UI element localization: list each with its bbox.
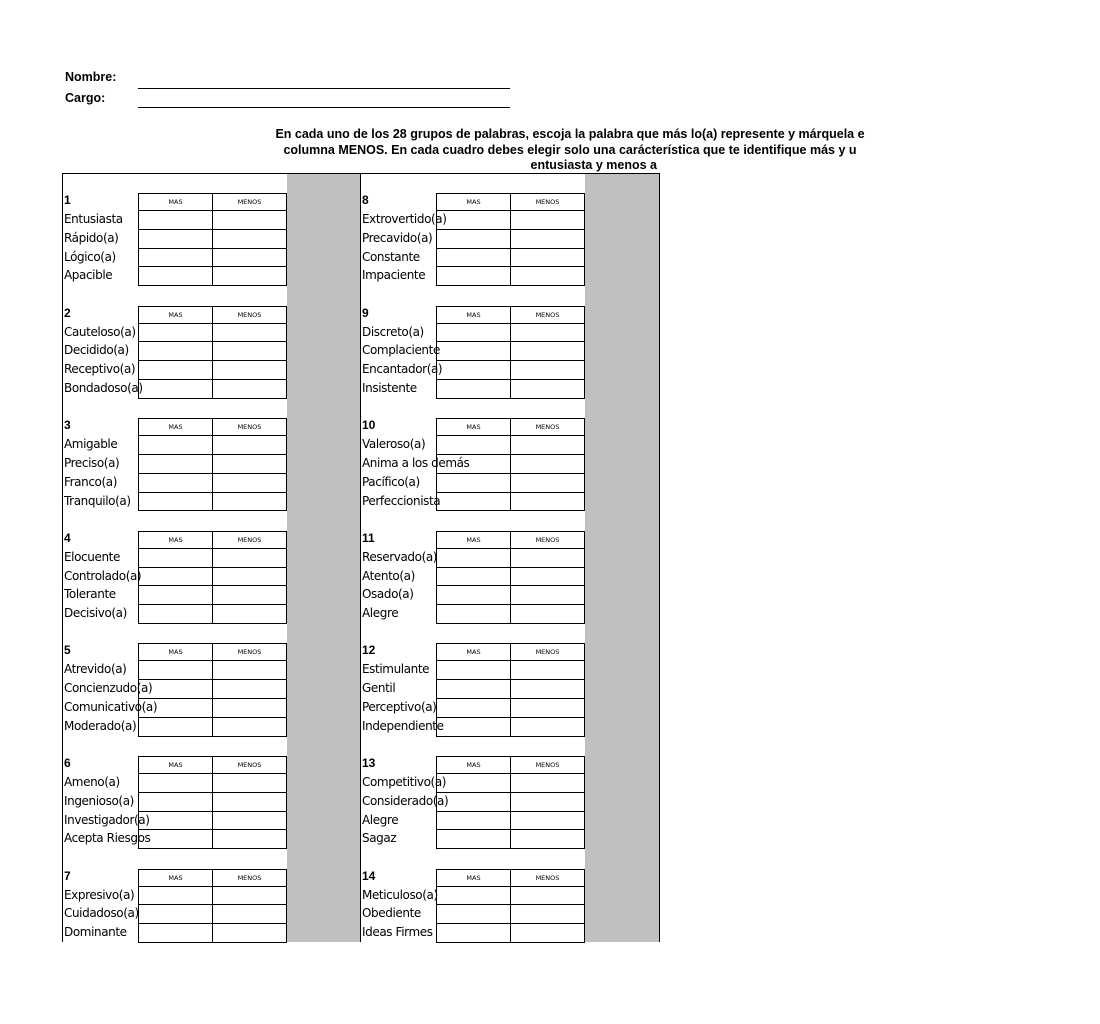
group-number: 14 xyxy=(362,868,376,883)
menos-checkbox-cell[interactable] xyxy=(510,323,585,343)
word-label: Independiente xyxy=(362,718,444,733)
word-label: Obediente xyxy=(362,906,421,921)
word-label: Osado(a) xyxy=(362,587,414,602)
mas-checkbox-cell[interactable] xyxy=(138,379,213,399)
word-label: Pacífico(a) xyxy=(362,474,420,489)
mas-header: MAS xyxy=(138,643,213,661)
word-label: Alegre xyxy=(362,606,399,621)
word-label: Perceptivo(a) xyxy=(362,699,437,714)
mas-checkbox-cell[interactable] xyxy=(436,567,511,587)
mas-checkbox-cell[interactable] xyxy=(436,229,511,249)
mas-checkbox-cell[interactable] xyxy=(436,341,511,361)
word-group xyxy=(361,418,586,512)
word-label: Lógico(a) xyxy=(64,249,116,264)
word-label: Cauteloso(a) xyxy=(64,324,136,339)
menos-header: MENOS xyxy=(212,643,287,661)
mas-checkbox-cell[interactable] xyxy=(436,773,511,793)
word-group xyxy=(361,306,586,400)
word-label: Bondadoso(a) xyxy=(64,380,143,395)
word-group xyxy=(361,643,586,737)
word-label: Ingenioso(a) xyxy=(64,793,134,808)
word-label: Extrovertido(a) xyxy=(362,212,447,226)
menos-checkbox-cell[interactable] xyxy=(212,679,287,699)
menos-checkbox-cell[interactable] xyxy=(212,886,287,906)
word-label: Sagaz xyxy=(362,831,397,846)
mas-checkbox-cell[interactable] xyxy=(138,360,213,380)
mas-header: MAS xyxy=(138,869,213,887)
menos-header: MENOS xyxy=(510,531,585,549)
menos-header: MENOS xyxy=(212,418,287,436)
menos-checkbox-cell[interactable] xyxy=(212,585,287,605)
menos-checkbox-cell[interactable] xyxy=(212,454,287,474)
mas-checkbox-cell[interactable] xyxy=(138,548,213,568)
group-number: 11 xyxy=(362,530,375,545)
word-label: Acepta Riesgos xyxy=(64,831,151,846)
word-label: Amigable xyxy=(64,437,118,452)
menos-checkbox-cell[interactable] xyxy=(212,360,287,380)
word-label: Ameno(a) xyxy=(64,775,120,789)
menos-checkbox-cell[interactable] xyxy=(212,773,287,793)
menos-checkbox-cell[interactable] xyxy=(510,229,585,249)
instructions xyxy=(40,127,865,173)
instructions-line-1: En cada uno de los 28 grupos de palabras, escoja la palabra que más lo(a) represente y márquela e xyxy=(275,127,865,141)
mas-checkbox-cell[interactable] xyxy=(138,679,213,699)
mas-checkbox-cell[interactable] xyxy=(138,454,213,474)
mas-checkbox-cell[interactable] xyxy=(436,604,511,624)
menos-header: MENOS xyxy=(212,306,287,324)
mas-checkbox-cell[interactable] xyxy=(138,773,213,793)
word-label: Decidido(a) xyxy=(64,343,129,358)
mas-checkbox-cell[interactable] xyxy=(138,886,213,906)
menos-checkbox-cell[interactable] xyxy=(510,341,585,361)
right-gray-column xyxy=(585,174,659,942)
menos-checkbox-cell[interactable] xyxy=(212,792,287,812)
menos-checkbox-cell[interactable] xyxy=(212,341,287,361)
mas-checkbox-cell[interactable] xyxy=(138,323,213,343)
menos-header: MENOS xyxy=(212,531,287,549)
word-label: Discreto(a) xyxy=(362,324,424,339)
menos-checkbox-cell[interactable] xyxy=(212,923,287,943)
mas-checkbox-cell[interactable] xyxy=(138,698,213,718)
word-label: Considerado(a) xyxy=(362,793,449,808)
menos-checkbox-cell[interactable] xyxy=(510,473,585,493)
group-number: 9 xyxy=(362,305,369,320)
word-label: Cuidadoso(a) xyxy=(64,906,139,921)
menos-checkbox-cell[interactable] xyxy=(510,454,585,474)
menos-checkbox-cell[interactable] xyxy=(212,829,287,849)
menos-checkbox-cell[interactable] xyxy=(510,792,585,812)
mas-header: MAS xyxy=(138,756,213,774)
menos-checkbox-cell[interactable] xyxy=(212,604,287,624)
position-field[interactable] xyxy=(138,107,510,108)
menos-checkbox-cell[interactable] xyxy=(212,698,287,718)
menos-checkbox-cell[interactable] xyxy=(212,248,287,268)
word-group xyxy=(361,756,586,850)
group-number: 4 xyxy=(64,530,71,545)
group-number: 3 xyxy=(64,418,71,433)
word-group xyxy=(63,756,288,850)
menos-checkbox-cell[interactable] xyxy=(510,886,585,906)
menos-checkbox-cell[interactable] xyxy=(212,717,287,737)
menos-checkbox-cell[interactable] xyxy=(510,210,585,230)
menos-checkbox-cell[interactable] xyxy=(510,360,585,380)
menos-checkbox-cell[interactable] xyxy=(510,248,585,268)
menos-header: MENOS xyxy=(212,756,287,774)
word-label: Complaciente xyxy=(362,343,440,358)
menos-header: MENOS xyxy=(510,193,585,211)
word-label: Atento(a) xyxy=(362,568,415,583)
word-label: Concienzudo(a) xyxy=(64,681,153,696)
word-label: Estimulante xyxy=(362,662,430,677)
menos-checkbox-cell[interactable] xyxy=(212,229,287,249)
menos-checkbox-cell[interactable] xyxy=(510,435,585,455)
mas-checkbox-cell[interactable] xyxy=(138,717,213,737)
word-label: Ideas Firmes xyxy=(362,925,433,940)
mas-checkbox-cell[interactable] xyxy=(138,604,213,624)
menos-header: MENOS xyxy=(510,418,585,436)
mas-header: MAS xyxy=(436,869,511,887)
word-label: Impaciente xyxy=(362,268,426,283)
left-gray-column xyxy=(287,174,361,942)
position-label: Cargo: xyxy=(65,91,106,105)
menos-checkbox-cell[interactable] xyxy=(212,548,287,568)
menos-checkbox-cell[interactable] xyxy=(510,679,585,699)
mas-checkbox-cell[interactable] xyxy=(436,435,511,455)
mas-checkbox-cell[interactable] xyxy=(436,323,511,343)
word-group xyxy=(361,193,586,287)
name-label: Nombre: xyxy=(65,70,117,84)
word-group xyxy=(361,531,586,625)
menos-checkbox-cell[interactable] xyxy=(510,567,585,587)
word-group xyxy=(63,418,288,512)
group-number: 2 xyxy=(64,305,71,320)
word-group xyxy=(63,643,288,737)
menos-checkbox-cell[interactable] xyxy=(212,323,287,343)
menos-checkbox-cell[interactable] xyxy=(510,266,585,286)
mas-header: MAS xyxy=(138,531,213,549)
word-label: Anima a los demás xyxy=(362,455,470,470)
mas-header: MAS xyxy=(138,306,213,324)
group-number: 1 xyxy=(64,193,71,207)
menos-checkbox-cell[interactable] xyxy=(510,811,585,831)
mas-checkbox-cell[interactable] xyxy=(138,248,213,268)
mas-checkbox-cell[interactable] xyxy=(436,923,511,943)
mas-header: MAS xyxy=(436,756,511,774)
word-label: Reservado(a) xyxy=(362,549,438,564)
word-group xyxy=(63,531,288,625)
word-label: Entusiasta xyxy=(64,212,123,226)
mas-checkbox-cell[interactable] xyxy=(138,473,213,493)
mas-header: MAS xyxy=(436,306,511,324)
mas-checkbox-cell[interactable] xyxy=(436,811,511,831)
menos-checkbox-cell[interactable] xyxy=(212,379,287,399)
word-label: Dominante xyxy=(64,925,127,940)
word-label: Precavido(a) xyxy=(362,230,433,245)
mas-checkbox-cell[interactable] xyxy=(138,341,213,361)
word-label: Franco(a) xyxy=(64,474,117,489)
menos-checkbox-cell[interactable] xyxy=(510,717,585,737)
word-label: Apacible xyxy=(64,268,113,283)
group-number: 5 xyxy=(64,643,71,658)
mas-checkbox-cell[interactable] xyxy=(436,829,511,849)
menos-checkbox-cell[interactable] xyxy=(212,660,287,680)
mas-checkbox-cell[interactable] xyxy=(436,454,511,474)
menos-checkbox-cell[interactable] xyxy=(510,698,585,718)
mas-checkbox-cell[interactable] xyxy=(138,435,213,455)
mas-checkbox-cell[interactable] xyxy=(138,585,213,605)
word-label: Investigador(a) xyxy=(64,812,150,827)
mas-checkbox-cell[interactable] xyxy=(436,792,511,812)
mas-header: MAS xyxy=(436,531,511,549)
menos-header: MENOS xyxy=(212,869,287,887)
instructions-line-3: entusiasta y menos a xyxy=(530,158,657,172)
mas-checkbox-cell[interactable] xyxy=(138,492,213,512)
mas-checkbox-cell[interactable] xyxy=(436,886,511,906)
mas-checkbox-cell[interactable] xyxy=(138,923,213,943)
mas-checkbox-cell[interactable] xyxy=(436,492,511,512)
word-label: Comunicativo(a) xyxy=(64,699,158,714)
menos-checkbox-cell[interactable] xyxy=(510,585,585,605)
menos-header: MENOS xyxy=(212,193,287,211)
mas-header: MAS xyxy=(436,418,511,436)
mas-checkbox-cell[interactable] xyxy=(138,229,213,249)
menos-checkbox-cell[interactable] xyxy=(510,660,585,680)
word-label: Moderado(a) xyxy=(64,718,137,733)
mas-checkbox-cell[interactable] xyxy=(436,473,511,493)
mas-header: MAS xyxy=(138,418,213,436)
word-label: Constante xyxy=(362,249,420,264)
group-number: 7 xyxy=(64,868,71,883)
mas-checkbox-cell[interactable] xyxy=(436,360,511,380)
word-label: Preciso(a) xyxy=(64,455,120,470)
group-number: 12 xyxy=(362,643,376,658)
menos-checkbox-cell[interactable] xyxy=(212,904,287,924)
questionnaire-form xyxy=(62,173,660,942)
word-label: Insistente xyxy=(362,380,417,395)
menos-checkbox-cell[interactable] xyxy=(212,492,287,512)
menos-checkbox-cell[interactable] xyxy=(212,811,287,831)
group-number: 6 xyxy=(64,756,71,770)
mas-header: MAS xyxy=(436,643,511,661)
word-group xyxy=(361,869,586,944)
word-label: Controlado(a) xyxy=(64,568,142,583)
mas-checkbox-cell[interactable] xyxy=(436,904,511,924)
instructions-line-2: columna MENOS. En cada cuadro debes elegir solo una carácterística que te identifique más y u xyxy=(283,142,857,157)
mas-checkbox-cell[interactable] xyxy=(138,266,213,286)
menos-checkbox-cell[interactable] xyxy=(510,548,585,568)
mas-checkbox-cell[interactable] xyxy=(436,679,511,699)
menos-header: MENOS xyxy=(510,306,585,324)
mas-checkbox-cell[interactable] xyxy=(436,248,511,268)
word-label: Tranquilo(a) xyxy=(64,493,131,508)
mas-checkbox-cell[interactable] xyxy=(436,660,511,680)
menos-checkbox-cell[interactable] xyxy=(510,904,585,924)
word-label: Atrevido(a) xyxy=(64,662,127,677)
menos-checkbox-cell[interactable] xyxy=(510,492,585,512)
mas-checkbox-cell[interactable] xyxy=(436,585,511,605)
mas-checkbox-cell[interactable] xyxy=(138,904,213,924)
word-label: Valeroso(a) xyxy=(362,437,426,452)
word-label: Expresivo(a) xyxy=(64,887,135,902)
word-group xyxy=(63,869,288,944)
word-label: Rápido(a) xyxy=(64,230,119,245)
mas-checkbox-cell[interactable] xyxy=(436,717,511,737)
word-label: Tolerante xyxy=(64,587,116,602)
word-label: Encantador(a) xyxy=(362,362,443,377)
word-label: Gentil xyxy=(362,681,396,696)
mas-checkbox-cell[interactable] xyxy=(138,210,213,230)
word-label: Competitivo(a) xyxy=(362,775,447,789)
menos-checkbox-cell[interactable] xyxy=(510,923,585,943)
menos-checkbox-cell[interactable] xyxy=(510,604,585,624)
group-number: 13 xyxy=(362,756,376,770)
word-group xyxy=(63,193,288,287)
mas-header: MAS xyxy=(138,193,213,211)
menos-checkbox-cell[interactable] xyxy=(212,567,287,587)
menos-header: MENOS xyxy=(510,756,585,774)
mas-checkbox-cell[interactable] xyxy=(436,210,511,230)
word-label: Perfeccionista xyxy=(362,493,441,508)
mas-checkbox-cell[interactable] xyxy=(138,567,213,587)
mas-checkbox-cell[interactable] xyxy=(138,829,213,849)
menos-header: MENOS xyxy=(510,869,585,887)
menos-checkbox-cell[interactable] xyxy=(510,379,585,399)
word-label: Meticuloso(a) xyxy=(362,887,438,902)
word-label: Receptivo(a) xyxy=(64,362,136,377)
word-group xyxy=(63,306,288,400)
menos-checkbox-cell[interactable] xyxy=(212,266,287,286)
menos-header: MENOS xyxy=(510,643,585,661)
word-label: Alegre xyxy=(362,812,399,827)
menos-checkbox-cell[interactable] xyxy=(510,773,585,793)
menos-checkbox-cell[interactable] xyxy=(212,210,287,230)
menos-checkbox-cell[interactable] xyxy=(212,435,287,455)
group-number: 8 xyxy=(362,193,369,207)
mas-checkbox-cell[interactable] xyxy=(138,792,213,812)
mas-checkbox-cell[interactable] xyxy=(436,379,511,399)
mas-header: MAS xyxy=(436,193,511,211)
name-field[interactable] xyxy=(138,88,510,89)
menos-checkbox-cell[interactable] xyxy=(510,829,585,849)
mas-checkbox-cell[interactable] xyxy=(436,266,511,286)
mas-checkbox-cell[interactable] xyxy=(436,698,511,718)
menos-checkbox-cell[interactable] xyxy=(212,473,287,493)
mas-checkbox-cell[interactable] xyxy=(138,811,213,831)
word-label: Elocuente xyxy=(64,549,120,564)
mas-checkbox-cell[interactable] xyxy=(138,660,213,680)
mas-checkbox-cell[interactable] xyxy=(436,548,511,568)
group-number: 10 xyxy=(362,418,376,433)
word-label: Decisivo(a) xyxy=(64,606,127,621)
